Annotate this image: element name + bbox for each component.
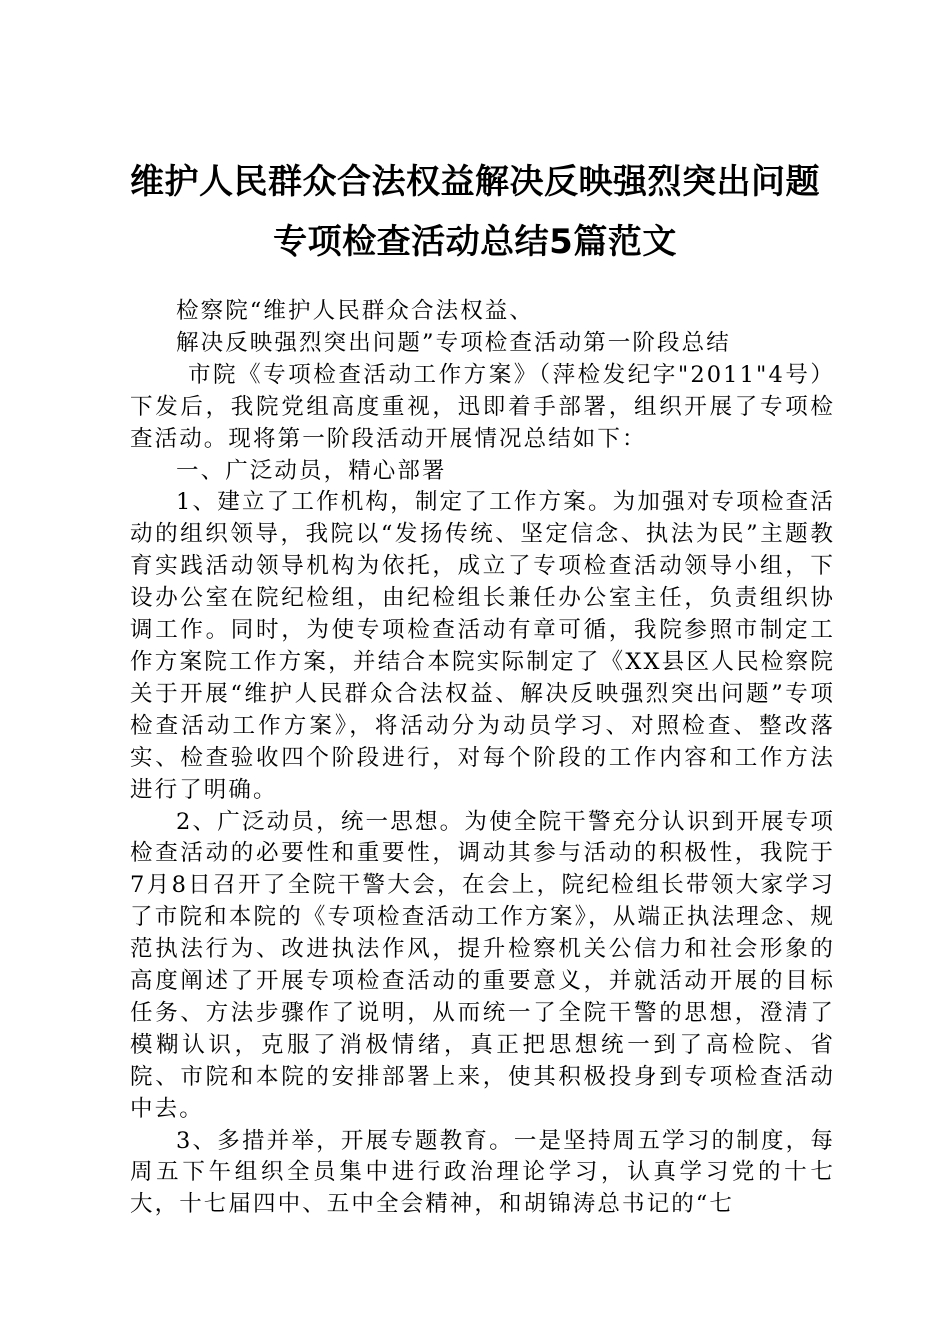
paragraph-intro: 市院《专项检查活动工作方案》（萍检发纪字"2011"4号）下发后，我院党组高度重视，迅即着手部署，组织开展了专项检查活动。现将第一阶段活动开展情况总结如下： xyxy=(130,361,835,452)
paragraph-item-1: 1、建立了工作机构，制定了工作方案。为加强对专项检查活动的组织领导，我院以“发扬传统、坚定信念、执法为民”主题教育实践活动领导机构为依托，成立了专项检查活动领导小组，下设办公室在院纪检组，由纪检组长兼任办公室主任，负责组织协调工作。同时，为使专项检查活动有章可循，我院参照市制定工作方案院工作方案，并结合本院实际制定了《XX县区人民检察院关于开展“维护人民群众合法权益、解决反映强烈突出问题”专项检查活动工作方案》，将活动分为动员学习、对照检查、整改落实、检查验收四个阶段进行，对每个阶段的工作内容和工作方法进行了明确。 xyxy=(130,489,835,803)
paragraph-item-3: 3、多措并举，开展专题教育。一是坚持周五学习的制度，每周五下午组织全员集中进行政治理论学习，认真学习党的十七大，十七届四中、五中全会精神，和胡锦涛总书记的“七 xyxy=(130,1127,835,1218)
document-title-line-2: 专项检查活动总结5篇范文 xyxy=(273,222,677,262)
paragraph-heading-1: 检察院“维护人民群众合法权益、 xyxy=(176,298,535,324)
section-heading: 一、广泛动员，精心部署 xyxy=(176,457,447,484)
document-title-line-1: 维护人民群众合法权益解决反映强烈突出问题 xyxy=(130,162,820,202)
paragraph-heading-2: 解决反映强烈突出问题”专项检查活动第一阶段总结 xyxy=(176,329,731,356)
paragraph-item-2: 2、广泛动员，统一思想。为使全院干警充分认识到开展专项检查活动的必要性和重要性，调动其参与活动的积极性，我院于7月8日召开了全院干警大会，在会上，院纪检组长带领大家学习了市院和本院的《专项检查活动工作方案》，从端正执法理念、规范执法行为、改进执法作风，提升检察机关公信力和社会形象的高度阐述了开展专项检查活动的重要意义，并就活动开展的目标任务、方法步骤作了说明，从而统一了全院干警的思想，澄清了模糊认识，克服了消极情绪，真正把思想统一到了高检院、省院、市院和本院的安排部署上来，使其积极投身到专项检查活动中去。 xyxy=(130,808,835,1122)
document-body xyxy=(130,296,835,1221)
